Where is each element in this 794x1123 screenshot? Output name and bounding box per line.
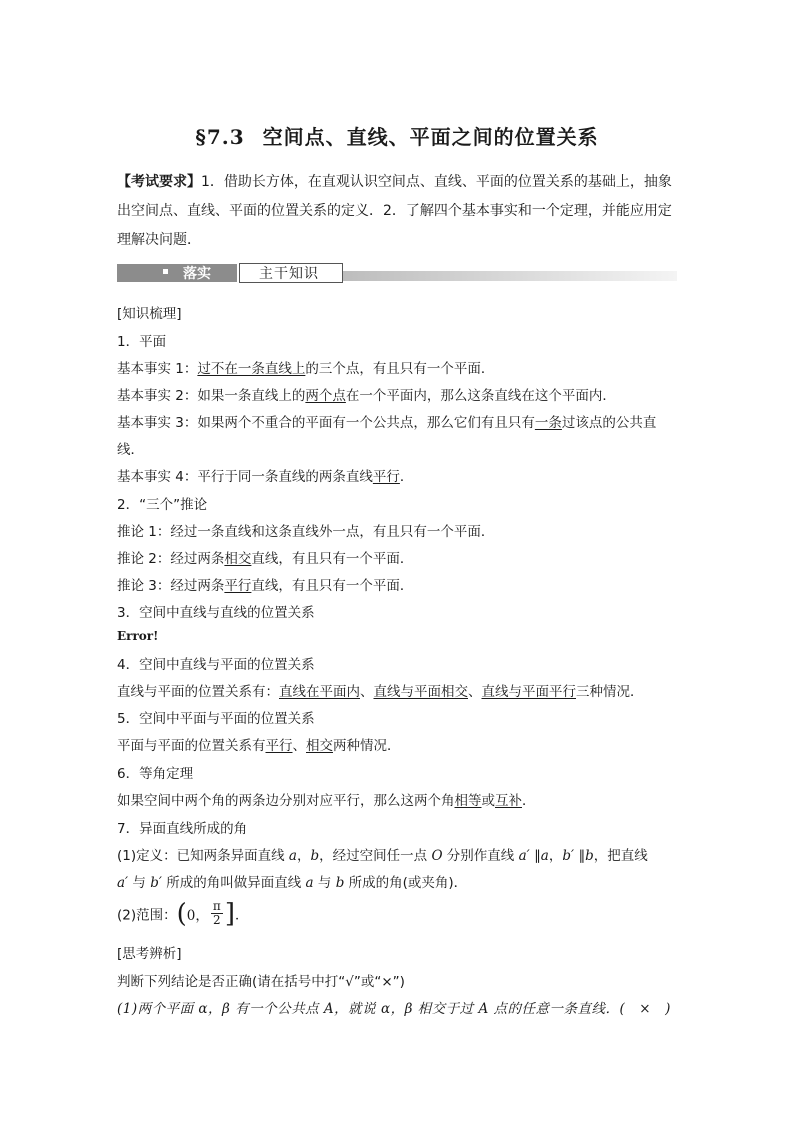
s6-mid: 或: [481, 793, 495, 809]
corollary-3-blank: 平行: [224, 578, 252, 594]
def2-text-2: 所成的角叫做异面直线: [161, 875, 306, 891]
def-comma-2: ，: [548, 848, 563, 864]
fact-1: [117, 357, 494, 377]
fact-3-label: 基本事实 3：如果两个不重合的平面有一个公共点，那么它们有且只有: [117, 415, 535, 431]
corollary-2: [117, 547, 413, 567]
range-interval: [177, 900, 235, 927]
def2-text-1: 与: [128, 875, 151, 891]
banner-fade-bar: [343, 271, 677, 281]
requirements-text: 1．借助长方体，在直观认识空间点、直线、平面的位置关系的基础上，抽象出空间点、直线、平面的位置关系的定义．2．了解四个基本事实和一个定理，并能应用定理解决问题．: [117, 174, 672, 248]
s4-end: 三种情况．: [576, 684, 644, 700]
fact-4-label: 基本事实 4：平行于同一条直线的两条直线: [117, 469, 373, 485]
s5-intro: 平面与平面的位置关系有: [117, 738, 266, 754]
s5-blank-2: 相交: [306, 738, 333, 754]
s4-blank-2: 直线与平面相交: [373, 684, 468, 700]
var-a-prime: a′: [518, 848, 530, 864]
requirements-tag: 【考试要求】: [117, 174, 201, 190]
corollary-2-rest: 直线，有且只有一个平面．: [251, 551, 414, 567]
fact-2-label: 基本事实 2：如果一条直线上的: [117, 388, 306, 404]
corollary-1: 推论 1：经过一条直线和这条直线外一点，有且只有一个平面．: [117, 524, 495, 540]
s4-blank-3: 直线与平面平行: [481, 684, 576, 700]
page-title: [0, 121, 794, 150]
corollary-3: [117, 574, 413, 594]
frac-den: 2: [213, 913, 221, 927]
var-b: b: [310, 848, 320, 864]
right-bracket: ]: [224, 898, 236, 929]
fact-3-blank: 一条: [534, 415, 562, 431]
parallel-1: ∥: [529, 848, 541, 864]
corollary-3-rest: 直线，有且只有一个平面．: [251, 578, 414, 594]
question-1: (1)两个平面 α，β 有一个公共点 A，就说 α，β 相交于过 A 点的任意一条直线．( × ): [117, 1001, 671, 1017]
s4-sep-1: 、: [360, 684, 374, 700]
s5-body: [117, 734, 401, 754]
var-a: a: [288, 848, 297, 864]
def2-text-3: 与: [313, 875, 336, 891]
s4-sep-2: 、: [468, 684, 482, 700]
s7-definition-line-1: [117, 844, 648, 864]
s4-blank-1: 直线在平面内: [279, 684, 360, 700]
fact-4: [117, 465, 413, 485]
def-text-3: 分别作直线: [442, 848, 519, 864]
s2-heading: 2．“三个”推论: [117, 497, 208, 513]
range-low: 0，: [186, 907, 209, 924]
s5-sep: 、: [292, 738, 306, 754]
fact-1-blank: 过不在一条直线上: [197, 361, 306, 377]
fact-3-continued: 线．: [117, 442, 144, 458]
exam-requirements: [117, 168, 679, 255]
fact-3: [117, 411, 656, 431]
banner-label-left: 落实: [183, 266, 211, 282]
section-number: §7.3: [195, 125, 245, 149]
var-a-3: a: [305, 875, 314, 891]
banner-dark-block: [117, 264, 237, 282]
s6-blank-1: 相等: [454, 793, 482, 809]
s6-end: ．: [522, 793, 536, 809]
s6-body: [117, 789, 536, 809]
corollary-2-label: 推论 2：经过两条: [117, 551, 225, 567]
banner-label-right: 主干知识: [259, 266, 319, 282]
fact-4-blank: 平行: [372, 469, 400, 485]
think-intro: 判断下列结论是否正确(请在括号中打“√”或“×”): [117, 974, 405, 990]
knowledge-header: [知识梳理]: [117, 306, 182, 322]
s7-range: [117, 900, 249, 927]
s4-intro: 直线与平面的位置关系有：: [117, 684, 279, 700]
fact-3-rest: 过该点的公共直: [561, 415, 657, 431]
s3-heading: 3．空间中直线与直线的位置关系: [117, 605, 315, 621]
frac-num: π: [212, 899, 221, 913]
var-a-prime-2: a′: [117, 875, 129, 891]
var-b-3: b: [335, 875, 345, 891]
title-text: 空间点、直线、平面之间的位置关系: [262, 125, 599, 149]
var-O: O: [431, 848, 443, 864]
banner-square-icon: [163, 269, 168, 274]
error-text: Error!: [117, 629, 159, 643]
s4-heading: 4．空间中直线与平面的位置关系: [117, 657, 315, 673]
def2-text-4: 所成的角(或夹角)．: [344, 875, 468, 891]
parallel-2: ∥: [574, 848, 586, 864]
var-a-2: a: [540, 848, 549, 864]
left-paren: (: [176, 898, 187, 929]
s1-heading: 1．平面: [117, 334, 167, 350]
s6-blank-2: 互补: [495, 793, 522, 809]
s6-intro: 如果空间中两个角的两条边分别对应平行，那么这两个角: [117, 793, 455, 809]
fact-4-rest: ．: [399, 469, 414, 485]
fact-1-label: 基本事实 1：: [117, 361, 198, 377]
def-text-2: ，经过空间任一点: [319, 848, 432, 864]
var-b-prime: b′: [562, 848, 575, 864]
def-comma-1: ，: [296, 848, 311, 864]
s7-definition-line-2: [117, 871, 467, 891]
pi-over-2: [211, 900, 223, 927]
think-header: [思考辨析]: [117, 946, 182, 962]
section-banner: [117, 262, 677, 284]
fact-2: [117, 384, 616, 404]
def-text-1: (1)定义：已知两条异面直线: [117, 848, 289, 864]
s6-heading: 6．等角定理: [117, 766, 194, 782]
range-label: (2)范围：: [117, 907, 177, 924]
range-end: ．: [235, 907, 249, 924]
corollary-2-blank: 相交: [224, 551, 252, 567]
s7-heading: 7．异面直线所成的角: [117, 821, 248, 837]
fact-1-rest: 的三个点，有且只有一个平面．: [305, 361, 495, 377]
s5-heading: 5．空间中平面与平面的位置关系: [117, 711, 315, 727]
fact-2-rest: 在一个平面内，那么这条直线在这个平面内．: [345, 388, 616, 404]
def-text-4: ，把直线: [593, 848, 648, 864]
var-b-prime-2: b′: [150, 875, 162, 891]
s4-body: [117, 680, 644, 700]
fact-2-blank: 两个点: [305, 388, 346, 404]
var-b-2: b: [585, 848, 594, 864]
s5-blank-1: 平行: [265, 738, 293, 754]
corollary-3-label: 推论 3：经过两条: [117, 578, 225, 594]
s5-end: 两种情况．: [333, 738, 401, 754]
